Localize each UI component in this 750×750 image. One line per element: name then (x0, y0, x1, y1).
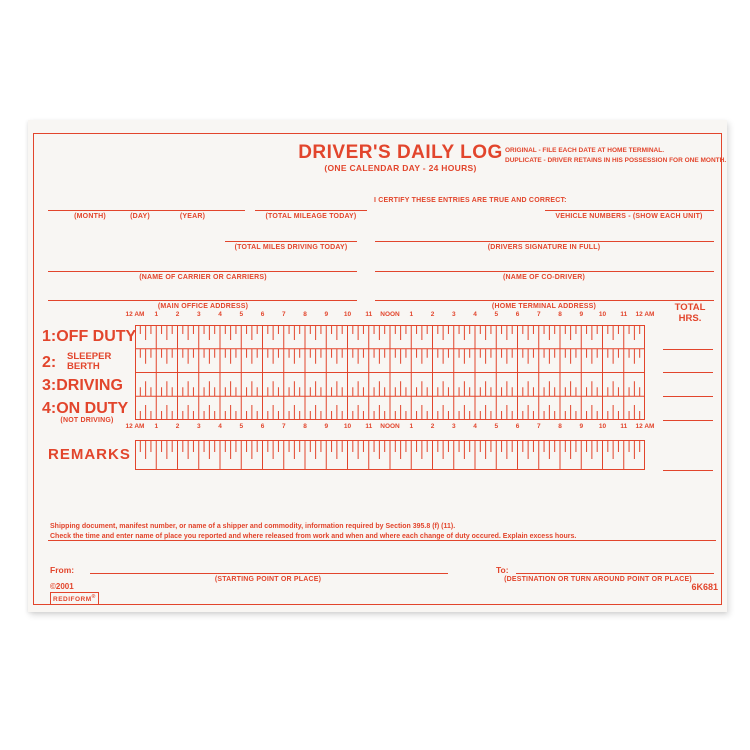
hour-label: 2 (175, 311, 180, 318)
hour-label: 12 AM (635, 311, 655, 318)
to-label: To: (496, 565, 509, 575)
hour-label: 11 (620, 311, 628, 318)
from-line (90, 573, 448, 574)
hour-label: 5 (494, 311, 499, 318)
hour-label: 1 (154, 423, 159, 430)
form-number: 6K681 (691, 582, 718, 592)
hour-label: 12 AM (125, 423, 145, 430)
total-miles-driving-label: (TOTAL MILES DRIVING TODAY) (234, 244, 348, 251)
hour-label: 9 (324, 311, 329, 318)
instructions-divider (48, 540, 716, 541)
row-label-driving: 3:DRIVING (42, 377, 123, 394)
carrier-label: (NAME OF CARRIER OR CARRIERS) (139, 274, 267, 281)
hour-label: NOON (380, 423, 400, 430)
note-duplicate: DUPLICATE - DRIVER RETAINS IN HIS POSSESSION FOR ONE MONTH. (505, 156, 727, 164)
hour-label: 7 (536, 311, 541, 318)
hour-label: 5 (494, 423, 499, 430)
note-original: ORIGINAL - FILE EACH DATE AT HOME TERMINAL. (505, 147, 665, 154)
to-line (516, 573, 714, 574)
co-driver-line (375, 271, 714, 272)
hour-label: NOON (380, 311, 400, 318)
hour-label: 11 (365, 311, 373, 318)
remarks-grid (135, 440, 645, 470)
total-hours-header: TOTAL HRS. (674, 302, 706, 324)
vehicle-numbers-line (545, 210, 714, 211)
total-mileage-line (255, 210, 367, 211)
hour-label: 4 (473, 311, 477, 318)
hour-label: 11 (365, 423, 373, 430)
hour-label: 1 (409, 423, 414, 430)
instruction-line-1: Shipping document, manifest number, or name of a shipper and commodity, information required by Section 395.8 (f) (11). (50, 523, 456, 530)
hour-label: 1 (154, 311, 159, 318)
hour-label: 2 (430, 311, 435, 318)
hour-label: 4 (473, 423, 477, 430)
instruction-line-2: Check the time and enter name of place you reported and where released from work and when and where each change of duty occured. Explain excess hours. (50, 532, 577, 540)
hour-scale-top (125, 311, 655, 320)
certify-statement: I CERTIFY THESE ENTRIES ARE TRUE AND CORRECT: (374, 197, 567, 204)
drivers-daily-log-form (28, 120, 727, 612)
hour-label: 9 (579, 423, 584, 430)
total-line-off-duty (663, 349, 713, 350)
hour-label: 6 (260, 311, 265, 318)
total-line-remarks (663, 470, 713, 471)
hour-label: 7 (281, 311, 286, 318)
row-label-on-duty: 4:ON DUTY (42, 400, 129, 417)
hour-label: 8 (558, 311, 562, 318)
total-mileage-label: (TOTAL MILEAGE TODAY) (265, 213, 357, 220)
home-terminal-label: (HOME TERMINAL ADDRESS) (491, 303, 597, 310)
hour-label: 5 (239, 311, 244, 318)
hour-label: 5 (239, 423, 244, 430)
total-line-on-duty (663, 420, 713, 421)
hour-label: 8 (558, 423, 562, 430)
hour-label: 1 (409, 311, 414, 318)
hour-label: 9 (579, 311, 584, 318)
hour-label: 3 (451, 423, 456, 430)
hour-label: 11 (620, 423, 628, 430)
row-label-off-duty: 1:OFF DUTY (42, 328, 137, 345)
hour-label: 10 (343, 423, 352, 430)
from-sub-label: (STARTING POINT OR PLACE) (214, 576, 322, 583)
copy-distribution-note (505, 146, 725, 165)
hour-label: 6 (515, 423, 520, 430)
hour-label: 2 (175, 423, 180, 430)
copyright: ©2001 (50, 582, 74, 591)
hour-label: 4 (218, 311, 222, 318)
hour-label: 10 (598, 423, 607, 430)
hour-label: 8 (303, 311, 307, 318)
rediform-logo: REDIFORM® (50, 592, 99, 605)
main-office-line (48, 300, 357, 301)
row-label-not-driving: (NOT DRIVING) (60, 417, 114, 424)
hour-label: 7 (536, 423, 541, 430)
hour-label: 3 (451, 311, 456, 318)
home-terminal-line (375, 300, 714, 301)
instructions (50, 522, 710, 541)
to-sub-label: (DESTINATION OR TURN AROUND POINT OR PLACE) (504, 576, 692, 583)
total-miles-driving-line (225, 241, 357, 242)
hour-label: 12 AM (635, 423, 655, 430)
hour-label: 4 (218, 423, 222, 430)
duty-status-grid (135, 325, 645, 420)
hour-label: 10 (343, 311, 352, 318)
main-office-label: (MAIN OFFICE ADDRESS) (157, 303, 249, 310)
row-label-sleeper-berth: SLEEPER BERTH (67, 351, 112, 372)
hour-label: 3 (196, 311, 201, 318)
total-line-driving (663, 396, 713, 397)
hour-label: 3 (196, 423, 201, 430)
row-label-sleeper-num: 2: (42, 354, 57, 371)
hour-label: 8 (303, 423, 307, 430)
hour-label: 7 (281, 423, 286, 430)
vehicle-numbers-label: VEHICLE NUMBERS - (SHOW EACH UNIT) (555, 213, 703, 220)
remarks-label: REMARKS (48, 446, 131, 463)
co-driver-label: (NAME OF CO-DRIVER) (503, 274, 585, 281)
hour-label: 12 AM (125, 311, 145, 318)
hour-label: 6 (260, 423, 265, 430)
drivers-signature-label: (DRIVERS SIGNATURE IN FULL) (487, 244, 601, 251)
from-label: From: (50, 565, 75, 575)
date-line (48, 210, 245, 211)
hour-label: 10 (598, 311, 607, 318)
month-label: (MONTH) (74, 213, 106, 220)
hour-label: 9 (324, 423, 329, 430)
form-subtitle: (ONE CALENDAR DAY - 24 HOURS) (324, 163, 477, 173)
hour-label: 6 (515, 311, 520, 318)
carrier-line (48, 271, 357, 272)
form-title: DRIVER'S DAILY LOG (298, 142, 503, 163)
hour-scale-bottom (125, 423, 655, 432)
hour-label: 2 (430, 423, 435, 430)
year-label: (YEAR) (179, 213, 206, 220)
drivers-signature-line (375, 241, 714, 242)
total-line-sleeper (663, 372, 713, 373)
day-label: (DAY) (130, 213, 150, 220)
